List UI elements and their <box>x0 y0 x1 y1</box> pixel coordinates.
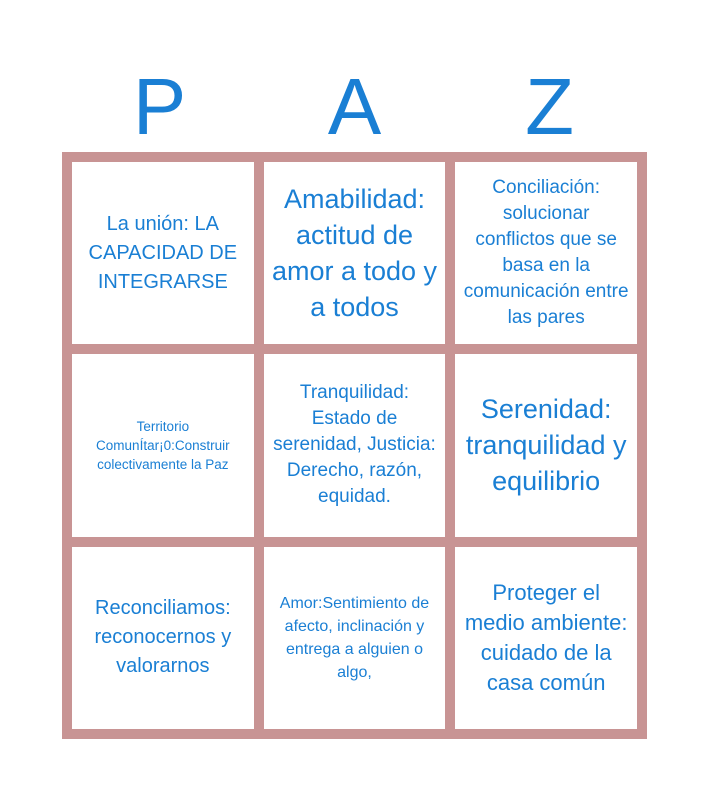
bingo-cell-3[interactable] <box>455 162 637 344</box>
bingo-cell-text: Reconciliamos: reconocernos y valorarnos <box>94 597 232 678</box>
bingo-cell-text: Amabilidad: actitud de amor a todo y a todos <box>271 184 438 323</box>
bingo-cell-1[interactable] <box>72 162 254 344</box>
bingo-board <box>62 152 647 739</box>
bingo-cell-text: Conciliación: solucionar conflictos que se basa en la comunicación entre las pares <box>463 177 629 329</box>
bingo-cell-8[interactable] <box>264 547 446 729</box>
bingo-cell-text: La unión: LA CAPACIDAD DE INTEGRARSE <box>88 212 238 293</box>
bingo-cell-text: Serenidad: tranquilidad y equilibrio <box>465 394 627 497</box>
bingo-title <box>62 62 647 152</box>
bingo-cell-6[interactable] <box>455 354 637 536</box>
bingo-cell-5[interactable] <box>264 354 446 536</box>
bingo-cell-text: Territorio ComunÍtar¡0:Construir colectivamente la Paz <box>96 418 230 472</box>
bingo-cell-text: Proteger el medio ambiente: cuidado de la casa común <box>464 579 628 695</box>
title-letter-z: Z <box>525 62 574 151</box>
title-letter-a: A <box>327 62 382 151</box>
bingo-cell-text: Tranquilidad: Estado de serenidad, Justicia: Derecho, razón, equidad. <box>273 382 436 508</box>
title-letter-p: P <box>132 62 187 151</box>
bingo-cell-text: Amor:Sentimiento de afecto, inclinación y entrega a alguien o algo, <box>279 594 430 681</box>
bingo-cell-2[interactable] <box>264 162 446 344</box>
bingo-cell-4[interactable] <box>72 354 254 536</box>
bingo-cell-9[interactable] <box>455 547 637 729</box>
bingo-cell-7[interactable] <box>72 547 254 729</box>
